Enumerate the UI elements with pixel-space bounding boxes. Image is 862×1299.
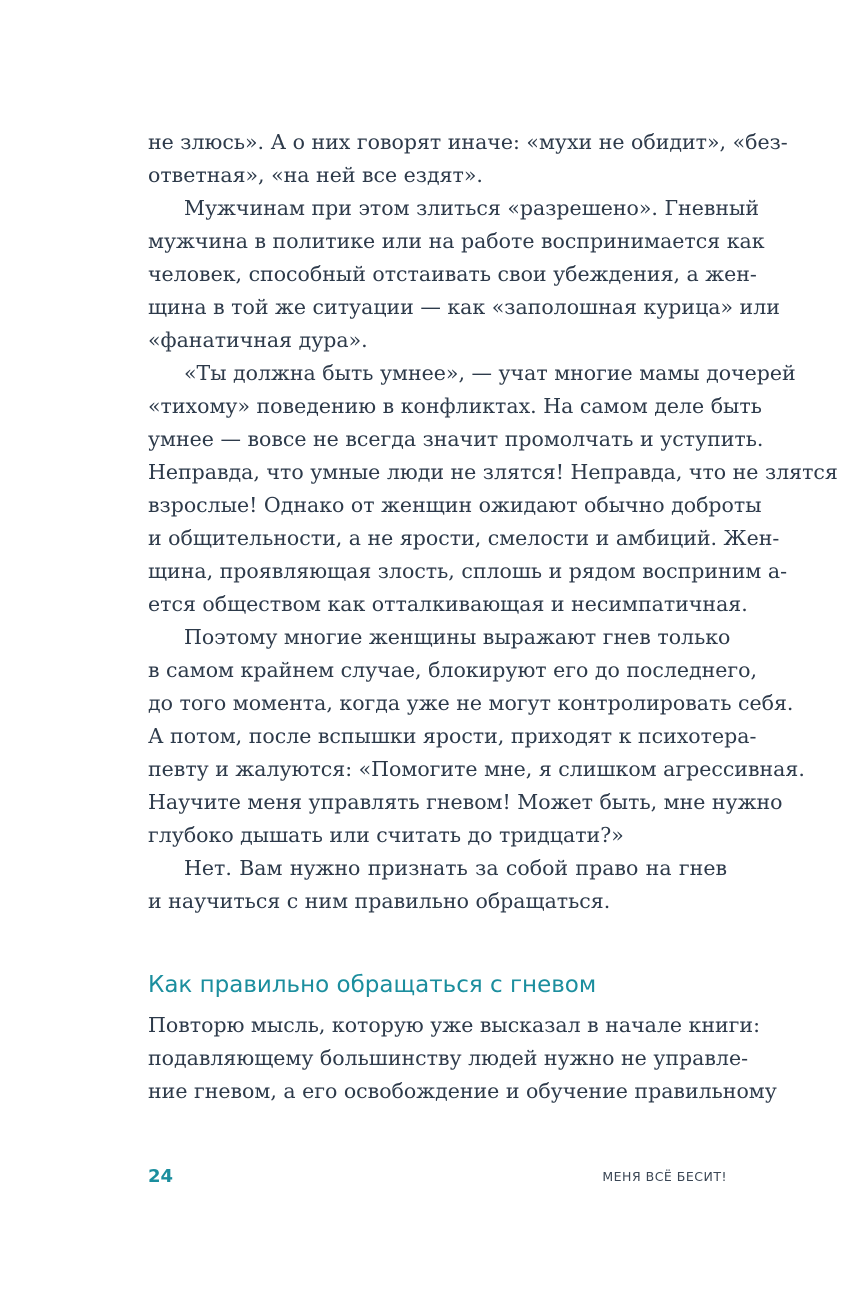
text-line: подавляющему большинству людей нужно не управле- <box>148 1046 749 1070</box>
text-line: Повторю мысль, которую уже высказал в начале книги: <box>148 1013 760 1037</box>
text-line: взрослые! Однако от женщин ожидают обычно доброты <box>148 493 762 517</box>
text-line: ние гневом, а его освобождение и обучение правильному <box>148 1079 777 1103</box>
running-title: МЕНЯ ВСЁ БЕСИТ! <box>602 1169 727 1184</box>
text-line: и общительности, а не ярости, смелости и амбиций. Жен- <box>148 526 780 550</box>
text-line: Поэтому многие женщины выражают гнев только <box>184 625 731 649</box>
section-gap <box>148 918 727 965</box>
text-line: до того момента, когда уже не могут контролировать себя. <box>148 691 794 715</box>
section-heading: Как правильно обращаться с гневом <box>148 972 597 998</box>
text-line: Научите меня управлять гневом! Может быть, мне нужно <box>148 790 783 814</box>
text-line: не злюсь». А о них говорят иначе: «мухи не обидит», «без- <box>148 130 788 154</box>
text-line: «тихому» поведению в конфликтах. На самом деле быть <box>148 394 762 418</box>
text-line: умнее — вовсе не всегда значит промолчать и уступить. <box>148 427 764 451</box>
paragraph <box>148 852 727 918</box>
page-number: 24 <box>148 1166 174 1187</box>
text-line: «Ты должна быть умнее», — учат многие мамы дочерей <box>184 361 796 385</box>
paragraph <box>148 126 788 192</box>
text-line: мужчина в политике или на работе воспринимается как <box>148 229 765 253</box>
text-line: Мужчинам при этом злиться «разрешено». Гневный <box>184 196 760 220</box>
text-line: А потом, после вспышки ярости, приходят к психотера- <box>148 724 757 748</box>
text-line: ется обществом как отталкивающая и несимпатичная. <box>148 592 748 616</box>
paragraph <box>148 1009 777 1108</box>
paragraph <box>148 621 805 852</box>
paragraph <box>148 357 838 621</box>
text-line: и научиться с ним правильно обращаться. <box>148 889 611 913</box>
text-line: певту и жалуются: «Помогите мне, я слишком агрессивная. <box>148 757 805 781</box>
text-line: Неправда, что умные люди не злятся! Неправда, что не злятся <box>148 460 838 484</box>
text-line: глубоко дышать или считать до тридцати?» <box>148 823 624 847</box>
text-line: в самом крайнем случае, блокируют его до последнего, <box>148 658 758 682</box>
paragraph <box>148 192 780 357</box>
text-line: щина в той же ситуации — как «заполошная курица» или <box>148 295 780 319</box>
text-line: «фанатичная дура». <box>148 328 368 352</box>
text-line: ответная», «на ней все ездят». <box>148 163 483 187</box>
text-line: щина, проявляющая злость, сплошь и рядом восприним а- <box>148 559 787 583</box>
text-line: человек, способный отстаивать свои убеждения, а жен- <box>148 262 757 286</box>
page-footer <box>148 1163 727 1191</box>
book-page-body <box>148 126 838 1108</box>
text-line: Нет. Вам нужно признать за собой право на гнев <box>184 856 727 880</box>
